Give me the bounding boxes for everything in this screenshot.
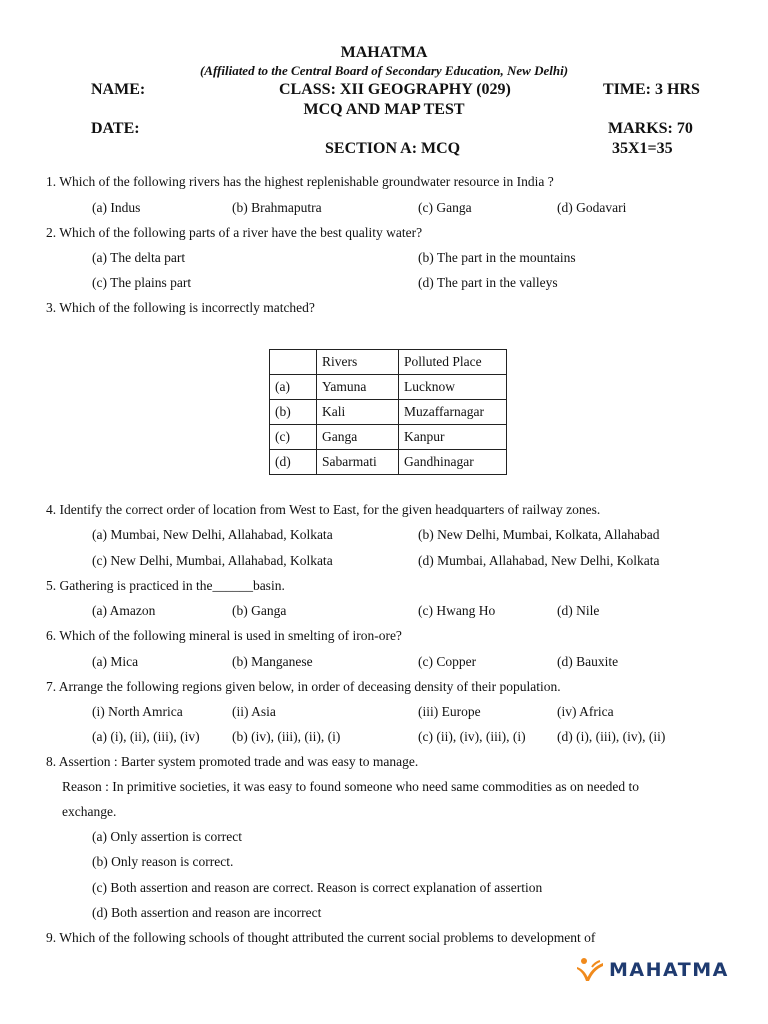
- q5-option-b: (b) Ganga: [232, 603, 287, 618]
- q6-option-b: (b) Manganese: [232, 654, 313, 669]
- table-cell: Yamuna: [317, 375, 399, 400]
- q1-option-d: (d) Godavari: [557, 200, 627, 215]
- logo-text: MAHATMA: [609, 959, 729, 981]
- q1-option-b: (b) Brahmaputra: [232, 200, 322, 215]
- footer-logo: [575, 955, 729, 985]
- q2-option-b: (b) The part in the mountains: [418, 250, 576, 265]
- q5-option-a: (a) Amazon: [92, 603, 156, 618]
- question-7: 7. Arrange the following regions given below, in order of deceasing density of their population.: [46, 679, 561, 694]
- table-cell: (a): [270, 375, 317, 400]
- q6-option-a: (a) Mica: [92, 654, 139, 669]
- q7-item-iii: (iii) Europe: [418, 704, 481, 719]
- table-cell: Ganga: [317, 425, 399, 450]
- q7-option-b: (b) (iv), (iii), (ii), (i): [232, 729, 341, 744]
- question-4: 4. Identify the correct order of location from West to East, for the given headquarters of railway zones.: [46, 502, 601, 517]
- table-header-cell: [270, 350, 317, 375]
- q8-option-c: (c) Both assertion and reason are correct. Reason is correct explanation of assertion: [92, 880, 543, 895]
- school-name: MAHATMA: [340, 44, 428, 61]
- question-2: 2. Which of the following parts of a river have the best quality water?: [46, 225, 423, 240]
- table-cell: Gandhinagar: [399, 450, 507, 475]
- name-label: NAME:: [91, 81, 146, 98]
- logo-mark-icon: [575, 957, 605, 983]
- q7-option-d: (d) (i), (iii), (iv), (ii): [557, 729, 666, 744]
- table-cell: Lucknow: [399, 375, 507, 400]
- table-cell: Sabarmati: [317, 450, 399, 475]
- question-8: 8. Assertion : Barter system promoted trade and was easy to manage.: [46, 754, 419, 769]
- table-cell: Muzaffarnagar: [399, 400, 507, 425]
- table-cell: Kanpur: [399, 425, 507, 450]
- affiliation-line: (Affiliated to the Central Board of Secondary Education, New Delhi): [199, 63, 569, 78]
- q4-option-c: (c) New Delhi, Mumbai, Allahabad, Kolkata: [92, 553, 333, 568]
- test-title: MCQ AND MAP TEST: [303, 101, 465, 118]
- q7-item-iv: (iv) Africa: [557, 704, 614, 719]
- question-3: 3. Which of the following is incorrectly matched?: [46, 300, 315, 315]
- question-6: 6. Which of the following mineral is used in smelting of iron-ore?: [46, 628, 402, 643]
- table-header-cell: Rivers: [317, 350, 399, 375]
- q7-item-ii: (ii) Asia: [232, 704, 276, 719]
- section-marks: 35X1=35: [612, 140, 673, 157]
- q7-option-a: (a) (i), (ii), (iii), (iv): [92, 729, 200, 744]
- table-row: [270, 425, 507, 450]
- table-cell: (c): [270, 425, 317, 450]
- table-cell: Kali: [317, 400, 399, 425]
- table-row: [270, 375, 507, 400]
- question-1: 1. Which of the following rivers has the highest replenishable groundwater resource in India ?: [46, 174, 554, 189]
- question-9: 9. Which of the following schools of thought attributed the current social problems to development of: [46, 930, 596, 945]
- q6-option-d: (d) Bauxite: [557, 654, 619, 669]
- table-header-cell: Polluted Place: [399, 350, 507, 375]
- q8-reason: Reason : In primitive societies, it was easy to found someone who need same commodities as on needed to: [62, 779, 639, 794]
- q2-option-a: (a) The delta part: [92, 250, 186, 265]
- q5-option-d: (d) Nile: [557, 603, 600, 618]
- q4-option-d: (d) Mumbai, Allahabad, New Delhi, Kolkata: [418, 553, 660, 568]
- q1-option-a: (a) Indus: [92, 200, 141, 215]
- marks-label: MARKS: 70: [608, 120, 693, 137]
- q7-option-c: (c) (ii), (iv), (iii), (i): [418, 729, 526, 744]
- q8-reason-continued: exchange.: [62, 804, 117, 819]
- q6-option-c: (c) Copper: [418, 654, 477, 669]
- q7-item-i: (i) North Amrica: [92, 704, 183, 719]
- table-row: [270, 450, 507, 475]
- q2-option-d: (d) The part in the valleys: [418, 275, 558, 290]
- table-header-row: [270, 350, 507, 375]
- class-label: CLASS: XII GEOGRAPHY (029): [279, 81, 511, 98]
- match-table: [269, 349, 507, 475]
- q4-option-a: (a) Mumbai, New Delhi, Allahabad, Kolkata: [92, 527, 333, 542]
- q4-option-b: (b) New Delhi, Mumbai, Kolkata, Allahabad: [418, 527, 660, 542]
- table-cell: (b): [270, 400, 317, 425]
- question-5: 5. Gathering is practiced in the______basin.: [46, 578, 285, 593]
- q8-option-d: (d) Both assertion and reason are incorrect: [92, 905, 322, 920]
- q8-option-a: (a) Only assertion is correct: [92, 829, 242, 844]
- section-title: SECTION A: MCQ: [325, 140, 461, 157]
- q5-option-c: (c) Hwang Ho: [418, 603, 496, 618]
- q1-option-c: (c) Ganga: [418, 200, 472, 215]
- date-label: DATE:: [91, 120, 140, 137]
- time-label: TIME: 3 HRS: [603, 81, 700, 98]
- q2-option-c: (c) The plains part: [92, 275, 192, 290]
- table-cell: (d): [270, 450, 317, 475]
- q8-option-b: (b) Only reason is correct.: [92, 854, 234, 869]
- table-row: [270, 400, 507, 425]
